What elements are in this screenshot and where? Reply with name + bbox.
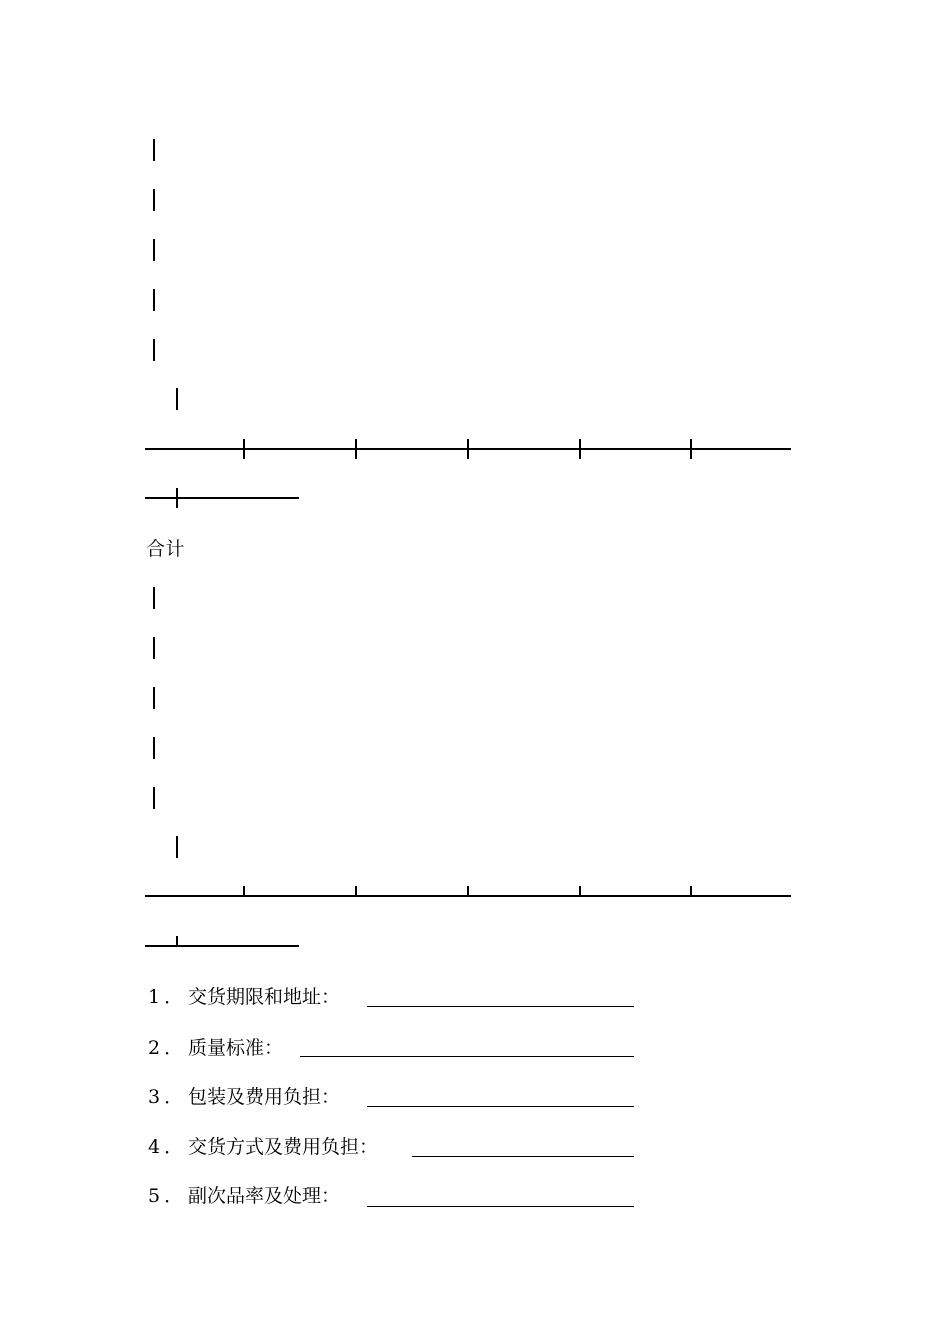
fill-in-blank[interactable]: [367, 1006, 634, 1007]
table-column-separator: [153, 289, 155, 311]
table-rule-junction: [579, 439, 581, 459]
clause-quality-standard: [148, 1036, 283, 1060]
table-column-separator: [153, 637, 155, 659]
table-column-separator: [176, 388, 178, 410]
table-column-separator: [153, 687, 155, 709]
clause-label: 质量标准：: [188, 1037, 284, 1059]
clause-defect-rate: [148, 1184, 340, 1208]
clause-number: 5．: [148, 1185, 188, 1207]
table-rule-junction: [243, 886, 245, 896]
table-column-separator: [153, 587, 155, 609]
table-column-separator: [153, 339, 155, 361]
table-column-separator: [153, 139, 155, 161]
table-row-rule: [145, 945, 299, 947]
table-rule-junction: [467, 439, 469, 459]
fill-in-blank[interactable]: [412, 1156, 634, 1157]
table-rule-junction: [176, 488, 178, 508]
table-column-separator: [153, 239, 155, 261]
table-rule-junction: [467, 886, 469, 896]
table-rule-junction: [690, 886, 692, 896]
clause-label: 副次品率及处理：: [188, 1185, 341, 1207]
table-rule-junction: [176, 936, 178, 946]
table-rule-junction: [355, 886, 357, 896]
clause-label: 包装及费用负担：: [188, 1086, 341, 1108]
table-column-separator: [153, 189, 155, 211]
table-rule-junction: [355, 439, 357, 459]
clause-number: 4．: [148, 1136, 188, 1158]
table-column-separator: [153, 787, 155, 809]
clause-label: 交货方式及费用负担：: [188, 1136, 379, 1158]
clause-number: 3．: [148, 1086, 188, 1108]
table-column-separator: [153, 737, 155, 759]
total-label: 合计: [146, 538, 186, 560]
fill-in-blank[interactable]: [367, 1106, 634, 1107]
clause-delivery-method: [148, 1135, 378, 1159]
clause-number: 1．: [148, 986, 188, 1008]
table-rule-junction: [690, 439, 692, 459]
clause-label: 交货期限和地址：: [188, 986, 341, 1008]
fill-in-blank[interactable]: [367, 1206, 634, 1207]
table-column-separator: [176, 836, 178, 858]
table-row-rule: [145, 497, 299, 499]
clause-delivery-term: [148, 985, 340, 1009]
fill-in-blank[interactable]: [300, 1056, 634, 1057]
clause-number: 2．: [148, 1037, 188, 1059]
clause-packaging: [148, 1085, 340, 1109]
table-rule-junction: [243, 439, 245, 459]
table-rule-junction: [579, 886, 581, 896]
